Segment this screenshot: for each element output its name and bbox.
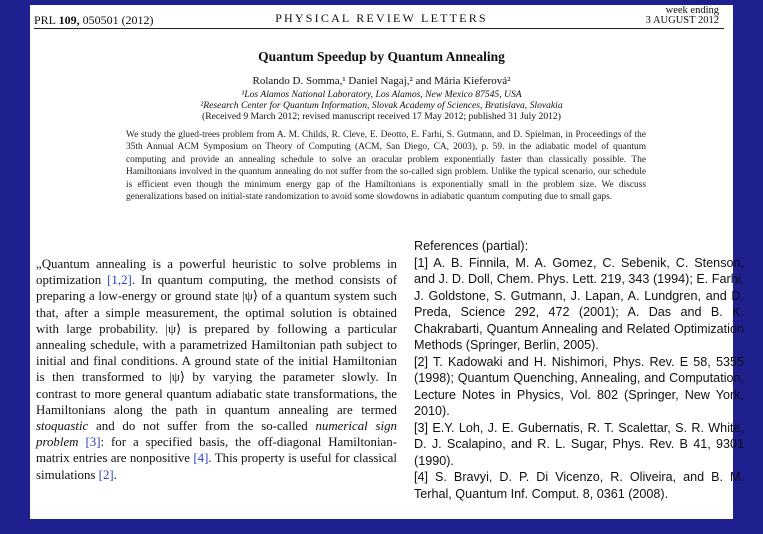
journal-header [34, 7, 729, 29]
issue-date [646, 6, 719, 26]
body-segment: „Quantum annealing is a powerful heuristic to solve problems in optimization [36, 257, 397, 288]
abstract: We study the glued-trees problem from A. M. Childs, R. Cleve, E. Deotto, E. Farhi, S. Gutmann, and D. Spielman, in Proceedings of the 35th Annual ACM Symposium on Theory of Computing (ACM, San Diego, CA, 2003), p. 59. in the adiabatic model of quantum computing and provide an annealing schedule to solve an oracular problem exponentially faster than classically possible. The Hamiltonians involved in the quantum annealing do not suffer from the so-called sign problem. Unlike the typical scenario, our schedule is efficient even though the minimum energy gap of the Hamiltonians is exponentially small in the problem size. We discuss generalizations based on initial-state randomization to avoid some slowdowns in adiabatic quantum computing due to small gaps. [126, 130, 646, 203]
reference-item: [3] E.Y. Loh, J. E. Gubernatis, R. T. Scalettar, S. R. White, D. J. Scalapino, and R. L. Sugar, Phys. Rev. B 41, 9301 (1990). [414, 420, 744, 468]
citation-link[interactable]: [4] [193, 451, 209, 466]
reference-item: [4] S. Bravyi, D. P. Di Vicenzo, R. Oliveira, and B. M. Terhal, Quantum Inf. Comput. 8, 0361 (2008). [414, 470, 744, 501]
citation-link[interactable]: [2] [98, 467, 114, 482]
term-sign-problem: numerical sign problem [36, 419, 397, 450]
header-rule [34, 28, 724, 29]
received-dates: (Received 9 March 2012; revised manuscript received 17 May 2012; published 31 July 2012) [202, 111, 561, 122]
body-segment: . [113, 467, 117, 482]
references-heading: References (partial): [414, 239, 529, 253]
references-list [414, 238, 744, 502]
reference-item: [2] T. Kadowaki and H. Nishimori, Phys. Rev. E 58, 5355 (1998); Quantum Quenching, Annealing, and Computation, Lecture Notes in Physics, Vol. 802 (Springer, New York, 2010). [414, 354, 744, 418]
journal-name: PHYSICAL REVIEW LETTERS [275, 11, 488, 25]
body-segment: and do not suffer from the so-called [88, 419, 316, 434]
paper-page [30, 5, 744, 519]
date: 3 AUGUST 2012 [645, 15, 719, 26]
paper-title: Quantum Speedup by Quantum Annealing [258, 49, 505, 64]
affiliation-1: ¹Los Alamos National Laboratory, Los Alamos, New Mexico 87545, USA [241, 89, 522, 100]
reference-item: [1] A. B. Finnila, M. A. Gomez, C. Sebenik, C. Stenson, and J. D. Doll, Chem. Phys. Lett. 219, 343 (1994); E. Farhi, J. Goldstone, S. Gutmann, J. Lapan, A. Lundgren, and D. Preda, Science 292, 472 (2001); A. Das and B. K. Chakrabarti, Quantum Annealing and Related Optimization Methods (Springer, Berlin, 2005). [414, 255, 744, 352]
article-number: 050501 (2012) [82, 13, 154, 27]
week-label: week ending [665, 5, 719, 16]
body-text [36, 256, 397, 483]
body-segment: . In quantum computing, the method consists of preparing a low-energy or ground state |ψ⟩ of a quantum system such that, after a simple measurement, the optimal solution is obtained with large probability. |ψ⟩ is prepared by following a particular annealing schedule, with a parametrized Hamiltonian path subject to initial and final conditions. A ground state of the initial Hamiltonian is then transformed to |ψ⟩ by varying the parameter slowly. In contrast to more general quantum adiabatic state transformations, the Hamiltonians along the path in quantum annealing are termed [36, 273, 397, 417]
journal-abbrev: PRL [34, 13, 56, 27]
citation-link[interactable]: [3] [85, 435, 101, 450]
authors: Rolando D. Somma,¹ Daniel Nagaj,² and Mária Kieferová² [252, 75, 511, 87]
volume: 109, [58, 13, 80, 27]
body-segment: . This property is useful for classical simulations [36, 451, 397, 482]
term-stoquastic: stoquastic [36, 419, 89, 434]
body-segment: : for a specified basis, the off-diagonal Hamiltonian-matrix entries are nonpositive [36, 435, 397, 466]
citation-link[interactable]: [1,2] [107, 273, 132, 288]
affiliation-2: ²Research Center for Quantum Information, Slovak Academy of Sciences, Bratislava, Slovakia [200, 100, 563, 111]
